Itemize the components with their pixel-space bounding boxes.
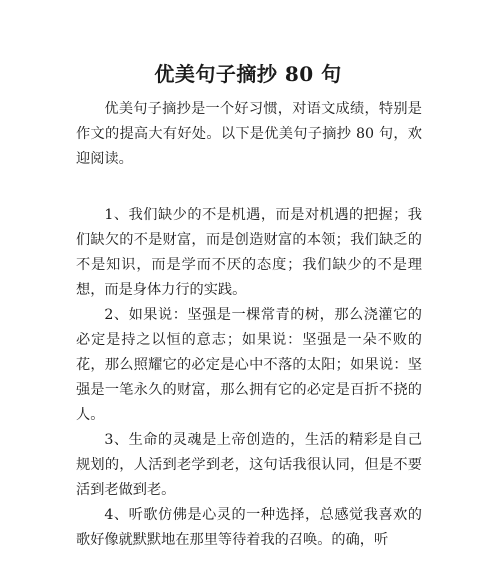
intro-paragraph: 优美句子摘抄是一个好习惯，对语文成绩，特别是作文的提高大有好处。以下是优美句子摘抄 80 句，欢迎阅读。 bbox=[76, 101, 422, 167]
document-body bbox=[76, 97, 422, 553]
paragraph-2: 2、如果说：坚强是一棵常青的树，那么浇灌它的必定是持之以恒的意志；如果说：坚强是一朵不败的花，那么照耀它的必定是心中不落的太阳；如果说：坚强是一笔永久的财富，那么拥有它的必定是百折不挠的人。 bbox=[76, 307, 422, 423]
paragraph-1: 1、我们缺少的不是机遇，而是对机遇的把握；我们缺欠的不是财富，而是创造财富的本领；我们缺乏的不是知识，而是学而不厌的态度；我们缺少的不是理想，而是身体力行的实践。 bbox=[76, 207, 422, 298]
document-title: 优美句子摘抄 80 句 bbox=[154, 62, 342, 86]
paragraph-3: 3、生命的灵魂是上帝创造的，生活的精彩是自己规划的，人活到老学到老，这句话我很认同，但是不要活到老做到老。 bbox=[76, 432, 422, 498]
paragraph-4: 4、听歌仿佛是心灵的一种选择，总感觉我喜欢的歌好像就默默地在那里等待着我的召唤。的确，听 bbox=[76, 507, 422, 548]
